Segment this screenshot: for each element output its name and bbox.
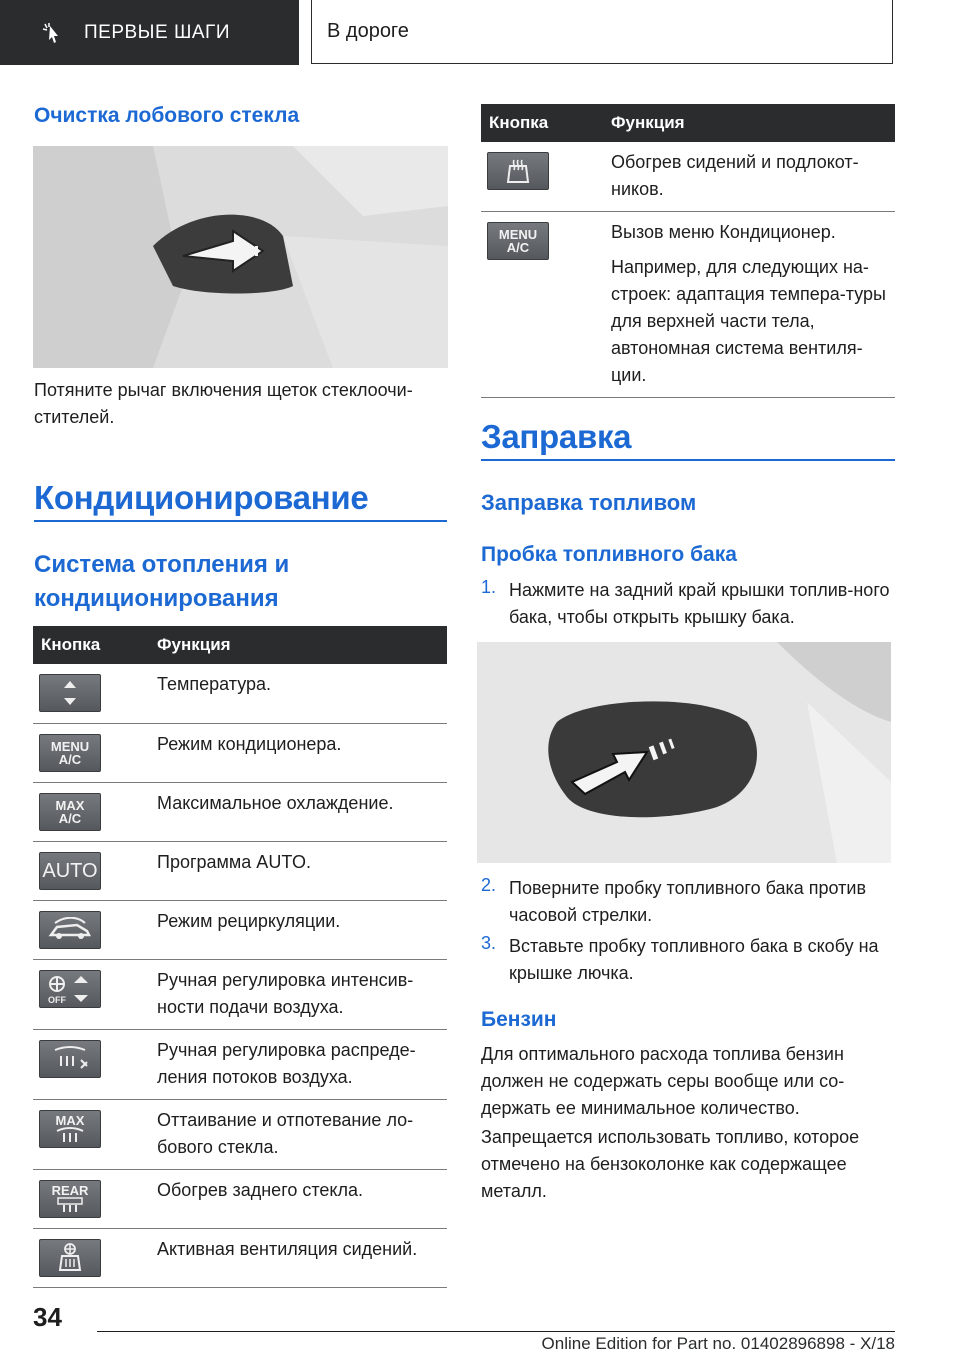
section-tab-label: В дороге: [327, 20, 409, 42]
ac-subheading: Система отопления и кондиционирования: [34, 551, 290, 612]
function-cell: Активная вентиляция сидений.: [151, 1228, 447, 1287]
table-row: [33, 1029, 447, 1099]
function-cell: Программа AUTO.: [151, 841, 447, 900]
fan-speed-icon: [39, 970, 101, 1008]
menu-ac-key-icon: MENU A/C: [39, 734, 101, 772]
table-header-row: [33, 626, 447, 664]
edition-footer: Online Edition for Part no. 01402896898 - X/18: [541, 1334, 895, 1353]
function-cell: Вызов меню Кондиционер.: [611, 222, 836, 242]
table-header-row: [481, 104, 895, 142]
footer-rule: [97, 1331, 895, 1332]
table-row: [33, 900, 447, 959]
table-row: [481, 142, 895, 212]
col-function-header: Функция: [151, 626, 447, 664]
fuel-heading: Заправка: [481, 418, 632, 455]
function-cell: Обогрев заднего стекла.: [151, 1169, 447, 1228]
function-cell: Оттаивание и отпотевание ло-бового стекла.: [151, 1099, 447, 1169]
table-row: [33, 959, 447, 1029]
step-number: 1.: [481, 577, 497, 597]
table-row: [33, 841, 447, 900]
ac-controls-table: [33, 626, 447, 1288]
function-cell: Максимальное охлаждение.: [151, 782, 447, 841]
ac-heading-rule: [34, 520, 447, 522]
auto-key-icon: AUTO: [39, 852, 101, 890]
page-number: 34: [33, 1302, 62, 1332]
seat-ventilation-icon: [39, 1239, 101, 1277]
wiper-text: Потяните рычаг включения щеток стеклоочи-стителей.: [34, 380, 413, 427]
step-text: Вставьте пробку топливного бака в скобу на крышке лючка.: [509, 936, 879, 983]
petrol-paragraph-1: Для оптимального расхода топлива бензин должен не содержать серы вообще или со-держать ее минимальное количество.: [481, 1044, 845, 1118]
section-tab[interactable]: [311, 0, 893, 64]
table-row: [33, 1228, 447, 1287]
temperature-arrows-icon: [39, 674, 101, 712]
function-cell: Ручная регулировка распреде-ления потоков воздуха.: [151, 1029, 447, 1099]
table-row: [481, 212, 895, 398]
svg-text:OFF: OFF: [48, 994, 66, 1005]
fuel-flap-photo: [477, 642, 891, 863]
step-text: Нажмите на задний край крышки топлив-ного бака, чтобы открыть крышку бака.: [509, 580, 890, 627]
fuel-subheading: Заправка топливом: [481, 490, 697, 515]
rear-defrost-icon: REAR: [39, 1180, 101, 1218]
ac-controls-table-continued: [481, 104, 895, 398]
function-cell-detail: Например, для следующих на-строек: адаптация темпера-туры для верхней части тела, автономная система вентиля-ции.: [611, 257, 886, 385]
table-row: [33, 1169, 447, 1228]
step-number: 2.: [481, 875, 497, 895]
chapter-tab-label: ПЕРВЫЕ ШАГИ: [84, 21, 230, 43]
col-function-header: Функция: [605, 104, 895, 142]
table-row: [33, 664, 447, 723]
function-cell: Режим рециркуляции.: [151, 900, 447, 959]
chapter-tab[interactable]: [0, 0, 299, 65]
col-button-header: Кнопка: [33, 626, 151, 664]
ac-heading: Кондиционирование: [34, 479, 369, 516]
table-row: [33, 1099, 447, 1169]
function-cell: Ручная регулировка интенсив-ности подачи воздуха.: [151, 959, 447, 1029]
function-cell: Режим кондиционера.: [151, 723, 447, 782]
fuel-heading-rule: [481, 459, 895, 461]
function-cell: Обогрев сидений и подлокот-ников.: [611, 152, 859, 199]
sparkle-pointer-icon: [42, 22, 64, 44]
max-defrost-icon: MAX: [39, 1110, 101, 1148]
step-number: 3.: [481, 933, 497, 953]
seat-heating-icon: [487, 152, 549, 190]
cap-heading: Пробка топливного бака: [481, 543, 737, 566]
petrol-heading: Бензин: [481, 1008, 557, 1031]
function-cell: Температура.: [151, 664, 447, 723]
menu-ac-key-icon: MENU A/C: [487, 222, 549, 260]
recirculation-car-icon: [39, 911, 101, 949]
col-button-header: Кнопка: [481, 104, 605, 142]
max-ac-key-icon: MAX A/C: [39, 793, 101, 831]
step-text: Поверните пробку топливного бака против часовой стрелки.: [509, 878, 867, 925]
wiper-lever-photo: [33, 146, 448, 368]
air-distribution-icon: [39, 1040, 101, 1078]
wiper-heading: Очистка лобового стекла: [34, 104, 300, 127]
table-row: [33, 723, 447, 782]
petrol-paragraph-2: Запрещается использовать топливо, которое отмечено на бензоколонке как содержащее металл.: [481, 1127, 860, 1201]
table-row: [33, 782, 447, 841]
